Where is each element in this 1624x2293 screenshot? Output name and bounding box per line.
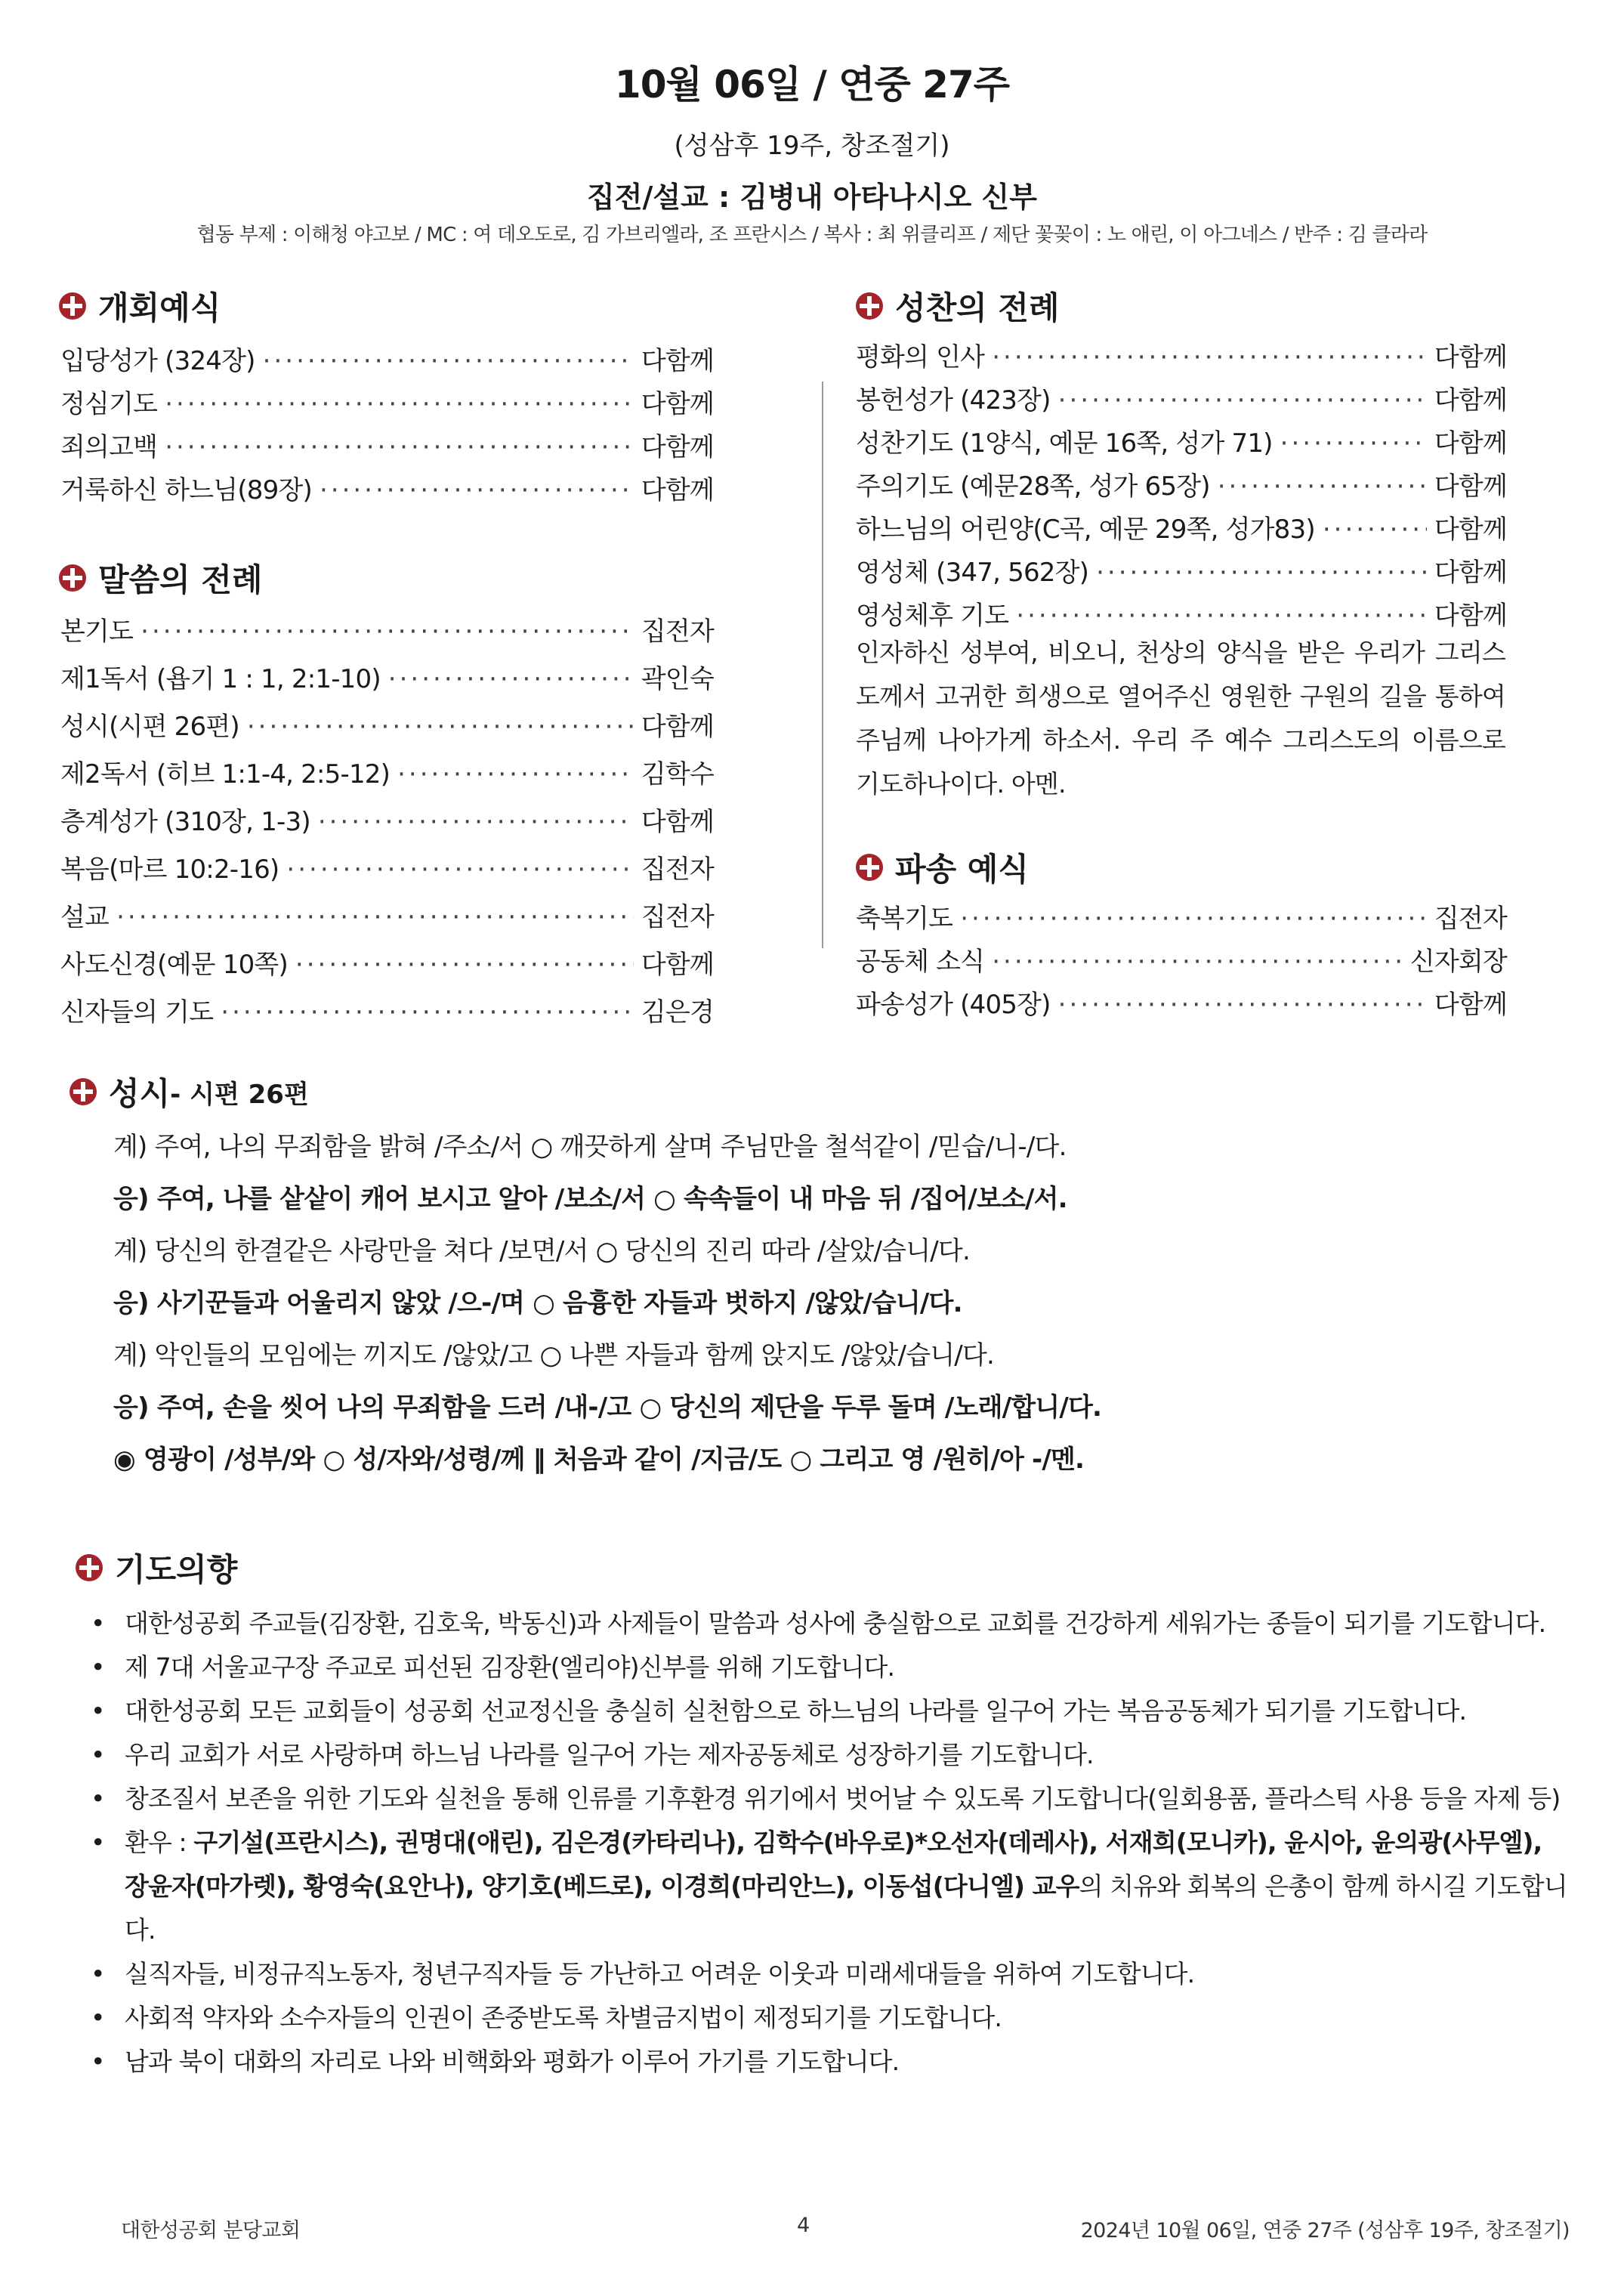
order-label: 영성체 (347, 562장) bbox=[856, 558, 1089, 588]
order-who: 김은경 bbox=[641, 997, 714, 1028]
list-item: • 남과 북이 대화의 자리로 나와 비핵화와 평화가 이루어 가기를 기도합니다. bbox=[87, 2040, 1567, 2084]
list-item: • 실직자들, 비정규직노동자, 청년구직자들 등 가난하고 어려운 이웃과 미래세대들을 위하여 기도합니다. bbox=[87, 1952, 1567, 1996]
order-who: 다함께 bbox=[1434, 385, 1507, 416]
cross-icon bbox=[856, 292, 883, 320]
order-item bbox=[60, 991, 714, 1039]
order-who: 다함께 bbox=[641, 475, 714, 505]
order-item bbox=[60, 706, 714, 753]
order-who: 신자회장 bbox=[1409, 947, 1507, 977]
order-item bbox=[856, 898, 1507, 941]
post-communion-prayer: 인자하신 성부여, 비오니, 천상의 양식을 받은 우리가 그리스도께서 고귀한 희생으로 열어주신 영원한 구원의 길을 통하여 주님께 나아가게 하소서. 우리 주 예수 그리스도의 이름으로 기도하나이다. 아멘. bbox=[856, 638, 1505, 799]
psalm-line: 계) 당신의 한결같은 사랑만을 쳐다 /보면/서 ○ 당신의 진리 따라 /살았/습니/다. bbox=[113, 1236, 970, 1266]
leader-dots bbox=[1096, 558, 1427, 588]
order-who: 집전자 bbox=[641, 902, 714, 932]
section-heading-opening bbox=[59, 283, 221, 329]
order-who: 다함께 bbox=[641, 950, 714, 980]
order-item bbox=[856, 465, 1507, 508]
leader-dots bbox=[320, 475, 634, 505]
order-who: 다함께 bbox=[1434, 471, 1507, 502]
order-who: 다함께 bbox=[1434, 601, 1507, 631]
order-item bbox=[60, 610, 714, 658]
page-subtitle: (성삼후 19주, 창조절기) bbox=[674, 131, 950, 161]
order-who: 다함께 bbox=[641, 432, 714, 462]
order-label: 층계성가 (310장, 1-3) bbox=[60, 807, 310, 837]
section-heading-dismissal bbox=[856, 845, 1029, 890]
leader-dots bbox=[992, 947, 1403, 977]
psalm-line: 계) 악인들의 모임에는 끼지도 /않았/고 ○ 나쁜 자들과 함께 앉지도 /않았/습니/다. bbox=[113, 1340, 995, 1371]
order-item bbox=[60, 426, 714, 469]
sick-names: 구기설(프란시스), 권명대(애린), 김은경(카타리나), 김학수(바우로)*오선자(데레사), 서재희(모니카), 윤시아, 윤의광(사무엘), 장윤자(마가렛), 황영숙(요안나), 양기호(베드로), 이경희(마리안느), 이동섭(다니엘) 교우 bbox=[125, 1828, 1542, 1901]
leader-dots bbox=[263, 346, 634, 376]
order-label: 본기도 bbox=[60, 617, 134, 647]
order-who: 다함께 bbox=[641, 807, 714, 837]
cross-icon bbox=[69, 1078, 97, 1105]
cross-icon bbox=[59, 564, 86, 592]
cross-icon bbox=[59, 292, 86, 320]
order-who: 김학수 bbox=[641, 759, 714, 790]
order-label: 주의기도 (예문28쪽, 성가 65장) bbox=[856, 471, 1210, 502]
order-who: 다함께 bbox=[1434, 342, 1507, 372]
list-item: • 제 7대 서울교구장 주교로 피선된 김장환(엘리야)신부를 위해 기도합니다. bbox=[87, 1646, 1567, 1689]
order-item bbox=[856, 336, 1507, 379]
section-title: 말씀의 전례 bbox=[98, 561, 263, 598]
order-label: 평화의 인사 bbox=[856, 342, 985, 372]
order-label: 영성체후 기도 bbox=[856, 601, 1009, 631]
cross-icon bbox=[856, 854, 883, 881]
order-item bbox=[856, 984, 1507, 1027]
leader-dots bbox=[165, 432, 634, 462]
cross-icon bbox=[76, 1554, 103, 1581]
section-heading-word bbox=[59, 555, 262, 601]
column-divider bbox=[822, 382, 823, 948]
staff-line: 협동 부제 : 이해청 야고보 / MC : 여 데오도로, 김 가브리엘라, 조 프란시스 / 복사 : 최 위클리프 / 제단 꽃꽂이 : 노 애린, 이 아그네스 / 반주 : 김 클라라 bbox=[196, 224, 1428, 246]
leader-dots bbox=[318, 807, 634, 837]
order-item bbox=[856, 379, 1507, 422]
order-who: 다함께 bbox=[1434, 515, 1507, 545]
section-title: 개회예식 bbox=[98, 289, 221, 326]
leader-dots bbox=[1016, 601, 1427, 631]
leader-dots bbox=[1218, 471, 1427, 502]
leader-dots bbox=[247, 712, 634, 742]
order-label: 정심기도 bbox=[60, 389, 158, 419]
footer-page-number: 4 bbox=[797, 2214, 810, 2237]
section-title: 성시 bbox=[109, 1075, 171, 1112]
order-label: 축복기도 bbox=[856, 904, 953, 934]
psalm-line: ◉ 영광이 /성부/와 ○ 성/자와/성령/께 ‖ 처음과 같이 /지금/도 ○ 그리고 영 /원히/아 -/멘. bbox=[113, 1445, 1085, 1475]
section-title-suffix: - 시편 26편 bbox=[170, 1079, 309, 1110]
order-who: 다함께 bbox=[1434, 990, 1507, 1020]
order-who: 다함께 bbox=[641, 712, 714, 742]
order-item bbox=[60, 896, 714, 944]
intentions-list bbox=[87, 1602, 1567, 2084]
list-item-sick bbox=[87, 1821, 1567, 1952]
order-who: 집전자 bbox=[641, 617, 714, 647]
leader-dots bbox=[388, 664, 634, 694]
leader-dots bbox=[165, 389, 634, 419]
leader-dots bbox=[960, 904, 1427, 934]
psalm-text bbox=[113, 1126, 1548, 1491]
order-label: 성찬기도 (1양식, 예문 16쪽, 성가 71) bbox=[856, 428, 1273, 459]
order-item bbox=[60, 753, 714, 801]
list-item: • 대한성공회 모든 교회들이 성공회 선교정신을 충실히 실천함으로 하느님의 나라를 일구어 가는 복음공동체가 되기를 기도합니다. bbox=[87, 1689, 1567, 1733]
order-label: 죄의고백 bbox=[60, 432, 158, 462]
order-label: 봉헌성가 (423장) bbox=[856, 385, 1051, 416]
order-label: 성시(시편 26편) bbox=[60, 712, 239, 742]
psalm-line: 계) 주여, 나의 무죄함을 밝혀 /주소/서 ○ 깨끗하게 살며 주님만을 철석같이 /믿습/니-/다. bbox=[113, 1132, 1067, 1162]
order-label: 신자들의 기도 bbox=[60, 997, 214, 1028]
list-item: • 사회적 약자와 소수자들의 인권이 존중받도록 차별금지법이 제정되기를 기도합니다. bbox=[87, 1996, 1567, 2040]
order-item bbox=[60, 469, 714, 512]
order-label: 파송성가 (405장) bbox=[856, 990, 1051, 1020]
order-label: 사도신경(예문 10쪽) bbox=[60, 950, 288, 980]
section-heading-psalm bbox=[69, 1069, 309, 1114]
order-label: 거룩하신 하느님(89장) bbox=[60, 475, 312, 505]
order-item bbox=[60, 383, 714, 426]
section-title: 성찬의 전례 bbox=[895, 289, 1060, 326]
leader-dots bbox=[1323, 515, 1427, 545]
order-label: 제2독서 (히브 1:1-4, 2:5-12) bbox=[60, 759, 391, 790]
order-item bbox=[856, 422, 1507, 465]
leader-dots bbox=[1280, 428, 1427, 459]
section-heading-eucharist bbox=[856, 283, 1059, 329]
footer-church: 대한성공회 분당교회 bbox=[121, 2219, 301, 2242]
word-order-list bbox=[60, 610, 714, 1039]
order-label: 복음(마르 10:2-16) bbox=[60, 854, 279, 885]
order-who: 집전자 bbox=[641, 854, 714, 885]
leader-dots bbox=[221, 997, 634, 1028]
order-item bbox=[60, 658, 714, 706]
leader-dots bbox=[295, 950, 634, 980]
sick-suffix: 의 치유와 회복의 은총이 함께 하시길 기도합니다. bbox=[125, 1871, 1567, 1945]
order-item bbox=[60, 944, 714, 991]
opening-order-list bbox=[60, 340, 714, 512]
order-item bbox=[856, 508, 1507, 552]
order-label: 하느님의 어린양(C곡, 예문 29쪽, 성가83) bbox=[856, 515, 1315, 545]
leader-dots bbox=[116, 902, 634, 932]
section-heading-intentions bbox=[76, 1545, 237, 1590]
psalm-line: 응) 사기꾼들과 어울리지 않았 /으-/며 ○ 음흉한 자들과 벗하지 /않았/습니/다. bbox=[113, 1288, 962, 1318]
psalm-line: 응) 주여, 나를 샅샅이 캐어 보시고 알아 /보소/서 ○ 속속들이 내 마음 뒤 /집어/보소/서. bbox=[113, 1184, 1067, 1214]
leader-dots bbox=[140, 617, 634, 647]
order-label: 공동체 소식 bbox=[856, 947, 985, 977]
list-item: • 창조질서 보존을 위한 기도와 실천을 통해 인류를 기후환경 위기에서 벗어날 수 있도록 기도합니다(일회용품, 플라스틱 사용 등을 자제 등) bbox=[87, 1777, 1567, 1821]
order-who: 다함께 bbox=[641, 389, 714, 419]
order-who: 곽인숙 bbox=[641, 664, 714, 694]
order-who: 다함께 bbox=[1434, 428, 1507, 459]
leader-dots bbox=[992, 342, 1427, 372]
leader-dots bbox=[1058, 990, 1427, 1020]
psalm-line: 응) 주여, 손을 씻어 나의 무죄함을 드러 /내-/고 ○ 당신의 제단을 두루 돌며 /노래/합니/다. bbox=[113, 1392, 1102, 1423]
leader-dots bbox=[1058, 385, 1427, 416]
section-title: 파송 예식 bbox=[895, 851, 1029, 888]
order-label: 입당성가 (324장) bbox=[60, 346, 255, 376]
order-item bbox=[60, 801, 714, 848]
dismissal-order-list bbox=[856, 898, 1507, 1027]
celebrant-line: 집전/설교 : 김병내 아타나시오 신부 bbox=[587, 181, 1037, 214]
order-item bbox=[60, 848, 714, 896]
order-label: 제1독서 (욥기 1 : 1, 2:1-10) bbox=[60, 664, 381, 694]
list-item: • 대한성공회 주교들(김장환, 김호욱, 박동신)과 사제들이 말씀과 성사에 충실함으로 교회를 건강하게 세워가는 종들이 되기를 기도합니다. bbox=[87, 1602, 1567, 1646]
sick-prefix: 환우 : bbox=[125, 1828, 194, 1857]
list-item: • 우리 교회가 서로 사랑하며 하느님 나라를 일구어 가는 제자공동체로 성장하기를 기도합니다. bbox=[87, 1733, 1567, 1777]
page-title: 10월 06일 / 연중 27주 bbox=[614, 63, 1010, 107]
order-item bbox=[856, 552, 1507, 595]
order-who: 집전자 bbox=[1434, 904, 1507, 934]
eucharist-order-list bbox=[856, 336, 1507, 638]
section-title: 기도의향 bbox=[115, 1551, 238, 1588]
order-item bbox=[60, 340, 714, 383]
leader-dots bbox=[286, 854, 633, 885]
order-item bbox=[856, 941, 1507, 984]
footer-date: 2024년 10월 06일, 연중 27주 (성삼후 19주, 창조절기) bbox=[1080, 2219, 1570, 2242]
leader-dots bbox=[397, 759, 634, 790]
order-who: 다함께 bbox=[641, 346, 714, 376]
order-who: 다함께 bbox=[1434, 558, 1507, 588]
order-label: 설교 bbox=[60, 902, 110, 932]
